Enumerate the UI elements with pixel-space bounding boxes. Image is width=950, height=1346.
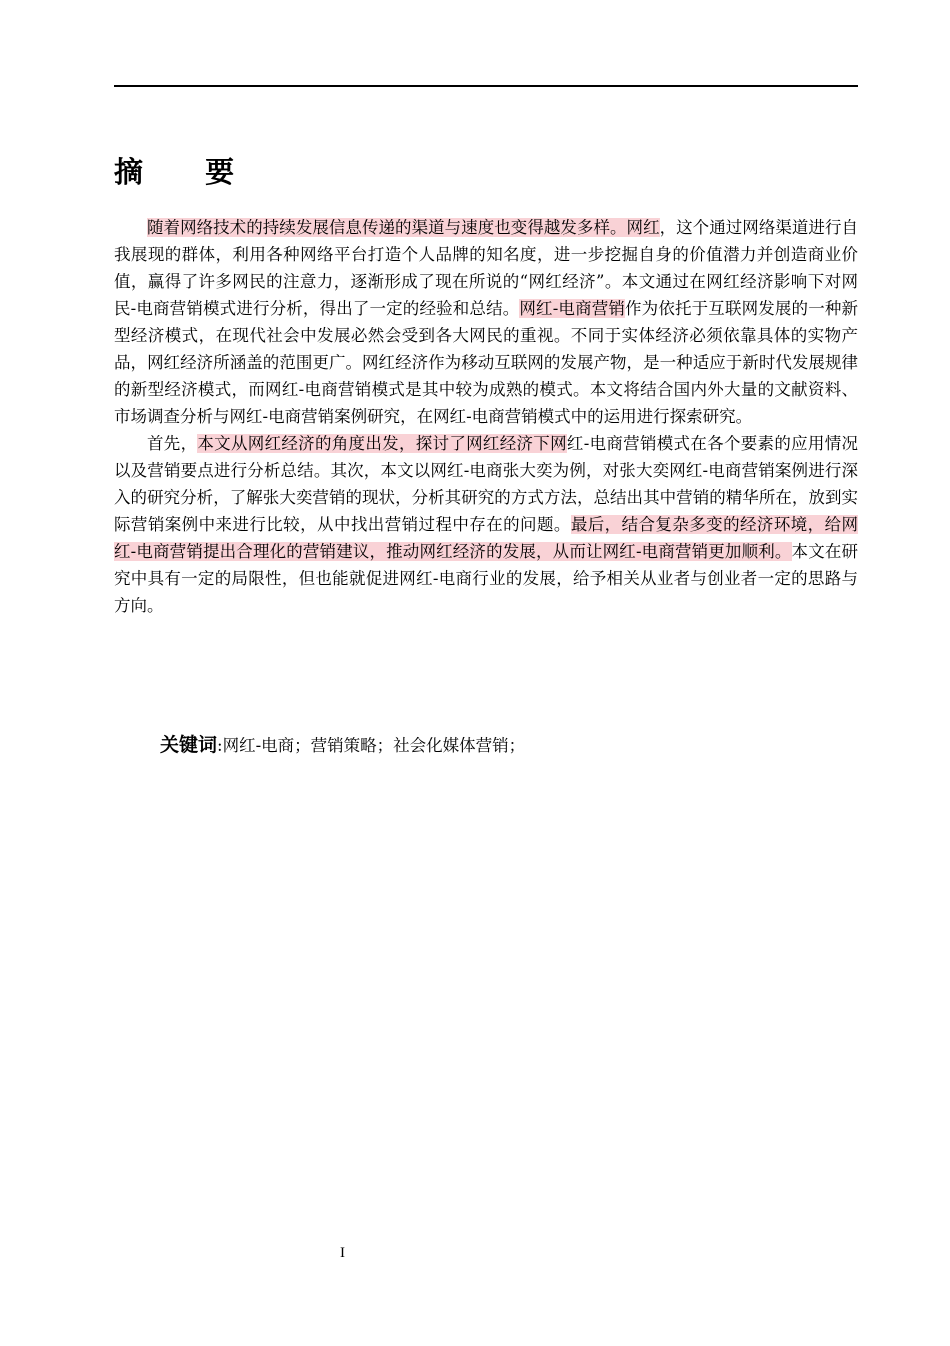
abstract-body: [114, 214, 858, 619]
highlighted-text: 最后，结合复杂多变的经济环境，给网红-电商营销提出合理化的营销建议，推动网红经济的发展，从而让网红-电商营销更加顺利。: [114, 515, 859, 561]
header-rule: [114, 85, 858, 87]
keywords-text: 网红-电商；营销策略；社会化媒体营销；: [222, 736, 526, 755]
highlighted-text: 随着网络技术的持续发展信息传递的渠道与速度也变得越发多样。网红: [147, 218, 660, 237]
body-text: 红-电商营销模式在各个要素的应用情况以及营销要点进行分析总结。其次，本文以网红-电商张大奕为例，对张大奕网红-电商营销案例进行深入的研究分析，了解张大奕营销的现状，分析其研究的方式方法，总结出其中营销的精华所在，放到实际营销案例中来进行比较，从中找出营销过程中存在的问题。: [114, 434, 859, 534]
keywords-label: 关键词: [160, 734, 218, 756]
abstract-paragraph: [114, 430, 858, 619]
abstract-paragraph: [114, 214, 858, 430]
body-text: 作为依托于互联网发展的一种新型经济模式，在现代社会中发展必然会受到各大网民的重视。不同于实体经济必须依靠具体的实物产品，网红经济所涵盖的范围更广。网红经济作为移动互联网的发展产物，是一种适应于新时代发展规律的新型经济模式，而网红-电商营销模式是其中较为成熟的模式。本文将结合国内外大量的文献资料、市场调查分析与网红-电商营销案例研究，在网红-电商营销模式中的运用进行探索研究。: [114, 299, 859, 426]
highlighted-text: 本文从网红经济的角度出发，探讨了网红经济下网: [197, 434, 567, 453]
keywords-separator: :: [217, 736, 223, 755]
keywords-line: [160, 731, 525, 760]
page-title: 摘 要: [114, 155, 261, 189]
body-text: 首先，: [147, 434, 198, 453]
page-number: I: [340, 1245, 345, 1261]
body-text: 本文在研究中具有一定的局限性，但也能就促进网红-电商行业的发展，给予相关从业者与创业者一定的思路与方向。: [114, 542, 859, 615]
highlighted-text: 网红-电商营销: [519, 299, 626, 318]
body-text: ，这个通过网络渠道进行自我展现的群体，利用各种网络平台打造个人品牌的知名度，进一步挖掘自身的价值潜力并创造商业价值，赢得了许多网民的注意力，逐渐形成了现在所说的“网红经济”。本文通过在网红经济影响下对网民-电商营销模式进行分析，得出了一定的经验和总结。: [114, 218, 859, 318]
